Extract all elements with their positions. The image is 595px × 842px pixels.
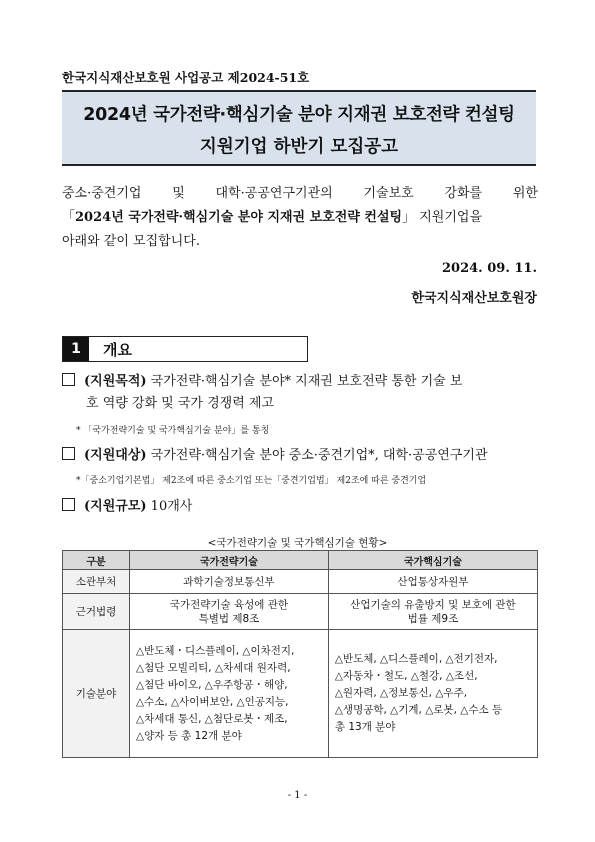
table-cell bbox=[130, 594, 329, 630]
intro-word: 중소·중견기업 bbox=[62, 186, 142, 201]
footnote-purpose: * 「국가전략기술 및 국가핵심기술 분야」를 통칭 bbox=[76, 426, 270, 436]
issuer-name: 한국지식재산보호원장 bbox=[411, 291, 537, 306]
table-row bbox=[63, 630, 538, 758]
title-box bbox=[62, 90, 536, 166]
footnote-target: *「중소기업기본법」 제2조에 따른 중소기업 또는「중견기업법」 제2조에 따른 중견기업 bbox=[76, 476, 427, 486]
item-text: 국가전략·핵심기술 분야 중소·중견기업*, 대학·공공연구기관 bbox=[146, 448, 488, 463]
row-label: 근거법령 bbox=[63, 594, 130, 630]
item-text-continued: 호 역량 강화 및 국가 경쟁력 제고 bbox=[86, 396, 275, 411]
item-target bbox=[62, 445, 540, 467]
table-cell bbox=[328, 594, 537, 630]
intro-word: 대학·공공연구기관의 bbox=[215, 186, 333, 201]
technology-table bbox=[62, 550, 538, 758]
table-cell: 산업통상자원부 bbox=[328, 570, 537, 594]
table-header-row bbox=[63, 551, 538, 570]
checkbox-square-icon bbox=[62, 498, 75, 511]
bracket-open: 「 bbox=[62, 210, 76, 225]
notice-number: 한국지식재산보호원 사업공고 제2024-51호 bbox=[62, 70, 310, 85]
section-title: 개요 bbox=[103, 340, 132, 359]
row-label: 기술분야 bbox=[63, 630, 130, 758]
row-label: 소관부처 bbox=[63, 570, 130, 594]
table-cell: 과학기술정보통신부 bbox=[130, 570, 329, 594]
title-line-1: 2024년 국가전략·핵심기술 분야 지재권 보호전략 컨설팅 bbox=[83, 105, 515, 125]
cell-line: △차세대 통신, △첨단로봇・제조, bbox=[136, 712, 288, 725]
cell-line: 특별법 제8조 bbox=[198, 612, 260, 625]
cell-line: 국가전략기술 육성에 관한 bbox=[169, 598, 289, 611]
table-cell bbox=[328, 630, 537, 758]
section-number: 1 bbox=[63, 337, 89, 361]
table-caption: <국가전략기술 및 국가핵심기술 현황> bbox=[207, 537, 388, 549]
table-header: 구분 bbox=[63, 551, 130, 570]
cell-line: △첨단 모빌리티, △차세대 원자력, bbox=[136, 661, 291, 674]
item-text: 국가전략·핵심기술 분야* 지재권 보호전략 통한 기술 보 bbox=[146, 374, 463, 389]
table-header: 국가핵심기술 bbox=[328, 551, 537, 570]
cell-line: △수소, △사이버보안, △인공지능, bbox=[136, 695, 289, 708]
table-row bbox=[63, 594, 538, 630]
cell-line: △반도체, △디스플레이, △전기전자, bbox=[334, 653, 498, 665]
item-label: (지원대상) bbox=[84, 448, 147, 463]
intro-word: 위한 bbox=[512, 186, 538, 201]
table-cell bbox=[130, 630, 329, 758]
table-header: 국가전략기술 bbox=[130, 551, 329, 570]
checkbox-square-icon bbox=[62, 447, 75, 460]
page-number: - 1 - bbox=[287, 790, 308, 801]
cell-line: △양자 등 총 12개 분야 bbox=[136, 729, 242, 742]
intro-line-2 bbox=[62, 206, 538, 230]
item-text: 10개사 bbox=[146, 499, 193, 514]
cell-line: △반도체・디스플레이, △이차전지, bbox=[136, 644, 295, 657]
cell-line: △자동차・철도, △철강, △조선, bbox=[334, 670, 478, 682]
checkbox-square-icon bbox=[62, 373, 75, 386]
intro-word: 기술보호 bbox=[363, 186, 414, 201]
table-row bbox=[63, 570, 538, 594]
item-label: (지원목적) bbox=[84, 374, 147, 389]
intro-paragraph bbox=[62, 182, 538, 254]
item-scale bbox=[62, 496, 540, 518]
section-header bbox=[62, 336, 308, 362]
item-purpose bbox=[62, 371, 540, 415]
cell-line: △첨단 바이오, △우주항공・해양, bbox=[136, 678, 288, 691]
title-line-2: 지원기업 하반기 모집공고 bbox=[199, 137, 399, 157]
item-label: (지원규모) bbox=[84, 499, 147, 514]
cell-line: △원자력, △정보통신, △우주, bbox=[334, 687, 468, 699]
cell-line: 총 13개 분야 bbox=[334, 721, 396, 733]
intro-line-3: 아래와 같이 모집합니다. bbox=[62, 234, 200, 249]
cell-line: △생명공학, △기계, △로봇, △수소 등 bbox=[334, 704, 503, 716]
bracket-close: 」 지원기업을 bbox=[402, 210, 483, 225]
announcement-date: 2024. 09. 11. bbox=[442, 261, 537, 276]
intro-word: 강화를 bbox=[444, 186, 483, 201]
cell-line: 산업기술의 유출방지 및 보호에 관한 bbox=[350, 598, 516, 611]
intro-word: 및 bbox=[172, 186, 185, 201]
cell-line: 법률 제9조 bbox=[407, 612, 459, 625]
program-name: 2024년 국가전략·핵심기술 분야 지재권 보호전략 컨설팅 bbox=[75, 210, 403, 225]
intro-line-1 bbox=[62, 182, 538, 206]
